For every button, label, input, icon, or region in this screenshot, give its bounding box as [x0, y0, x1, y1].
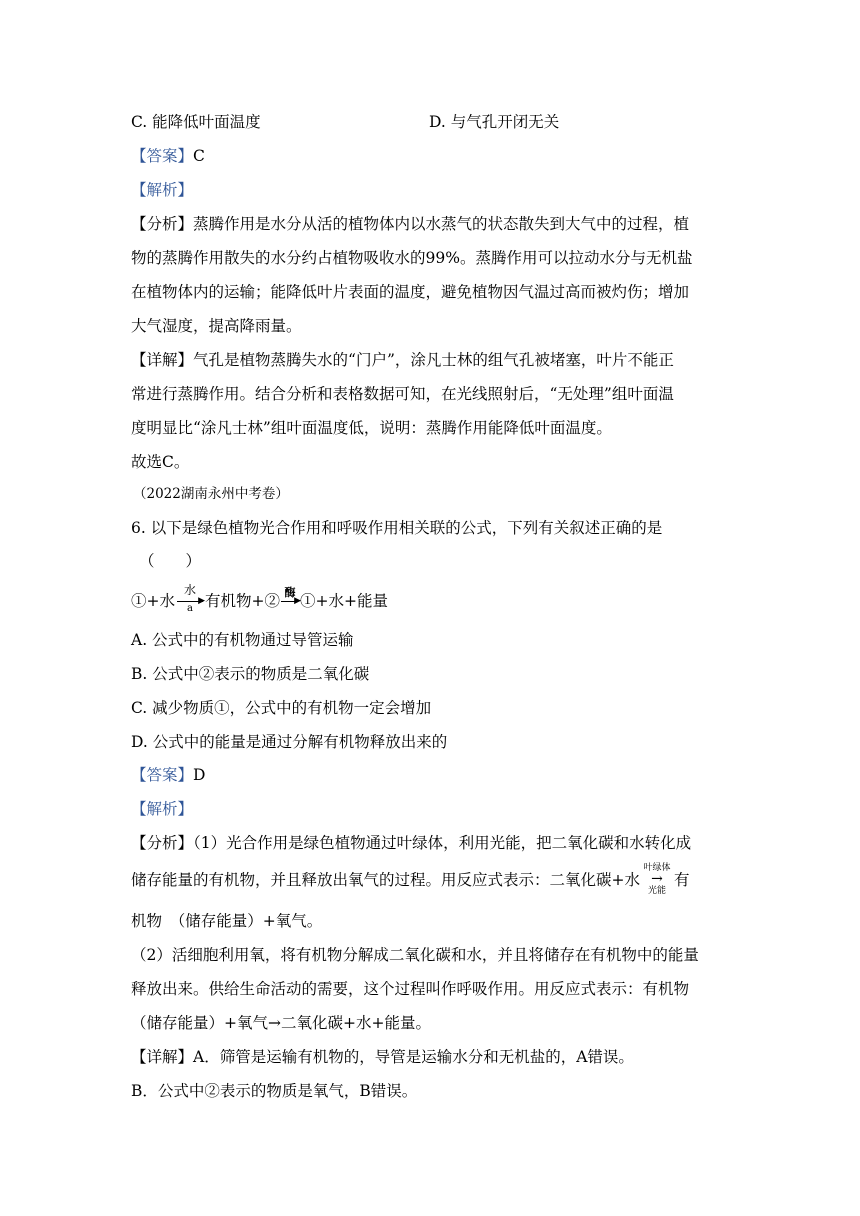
reaction-arrow-glyph: →	[651, 871, 663, 887]
analysis-label: 【解析】	[131, 181, 194, 199]
option-d: D. 公式中的能量是通过分解有机物释放出来的	[131, 733, 448, 751]
analysis-line-4: 大气湿度，提高降雨量。	[131, 317, 302, 335]
answer-paren: （ ）	[139, 552, 202, 570]
detail-text: 气孔是植物蒸腾失水的“门户”，涂凡士林的组气孔被堵塞，叶片不能正	[193, 351, 674, 369]
detail-text: A．筛管是运输有机物的，导管是运输水分和无机盐的，A错误。	[193, 1048, 634, 1066]
detail-head: 【详解】	[131, 1048, 194, 1066]
detail-b: B．公式中②表示的物质是氧气，B错误。	[131, 1082, 418, 1100]
analysis-line-3: 在植物体内的运输；能降低叶片表面的温度，避免植物因气温过高而被灼伤；增加	[131, 283, 690, 301]
analysis-1b	[131, 864, 690, 894]
reaction-formula	[131, 583, 388, 614]
option-d: D. 与气孔开闭无关	[429, 113, 560, 131]
analysis-1a	[131, 833, 691, 853]
analysis-text: 有	[674, 871, 690, 889]
analysis-2b: 释放出来。供给生命活动的需要，这个过程叫作呼吸作用。用反应式表示：有机物	[131, 980, 690, 998]
arrow-a-head: ▶	[198, 596, 205, 606]
formula-products: ①+水+能量	[300, 592, 388, 610]
analysis-1c: 机物 （储存能量）+氧气。	[131, 912, 323, 930]
analysis-text: 蒸腾作用是水分从活的植物体内以水蒸气的状态散失到大气中的过程，植	[193, 215, 690, 233]
answer-value: D	[193, 766, 206, 784]
answer-label: 【答案】	[131, 766, 194, 784]
analysis-text: （1）光合作用是绿色植物通过叶绿体，利用光能，把二氧化碳和水转化成	[193, 834, 692, 852]
answer-line	[131, 765, 205, 785]
analysis-text: 储存能量的有机物，并且释放出氧气的过程。用反应式表示：二氧化碳+水	[131, 871, 640, 889]
reaction-bottom: 光能	[647, 886, 666, 896]
arrow-a-top: 水	[183, 583, 196, 597]
source-note: （2022湖南永州中考卷）	[133, 486, 289, 502]
option-c: C. 能降低叶面温度	[131, 113, 261, 131]
conclusion: 故选C。	[131, 453, 190, 471]
detail-a	[131, 1047, 634, 1067]
question-stem: 6. 以下是绿色植物光合作用和呼吸作用相关联的公式，下列有关叙述正确的是	[131, 519, 663, 537]
formula-reactants: ①+水	[131, 592, 175, 610]
answer-line-prev	[131, 146, 205, 166]
analysis-head: 【分析】	[131, 215, 194, 233]
arrow-b-top: 酶	[284, 586, 296, 599]
option-c: C. 减少物质①，公式中的有机物一定会增加	[131, 699, 432, 717]
analysis-line-1	[131, 214, 689, 234]
analysis-2c: （储存能量）+氧气→二氧化碳+水+能量。	[131, 1014, 431, 1032]
answer-value: C	[193, 147, 205, 165]
analysis-label: 【解析】	[131, 800, 194, 818]
detail-line-1	[131, 350, 674, 370]
option-a: A. 公式中的有机物通过导管运输	[131, 631, 354, 649]
detail-line-2: 常进行蒸腾作用。结合分析和表格数据可知，在光线照射后，“无处理”组叶面温	[131, 385, 674, 403]
formula-middle: 有机物+②	[205, 592, 280, 610]
arrow-b	[280, 586, 300, 614]
arrow-a-bottom: a	[187, 603, 193, 614]
answer-label: 【答案】	[131, 147, 194, 165]
analysis-head: 【分析】	[131, 834, 194, 852]
arrow-a	[175, 583, 205, 614]
arrow-b-head: ▶	[294, 596, 301, 606]
analysis-line-2: 物的蒸腾作用散失的水分约占植物吸收水的99%。蒸腾作用可以拉动水分与无机盐	[131, 249, 693, 267]
detail-head: 【详解】	[131, 351, 194, 369]
analysis-2a: （2）活细胞利用氧，将有机物分解成二氧化碳和水，并且将储存在有机物中的能量	[131, 946, 699, 964]
reaction-top: 叶绿体	[643, 863, 671, 873]
reaction-arrow	[640, 865, 674, 895]
option-b: B. 公式中②表示的物质是二氧化碳	[131, 665, 370, 683]
detail-line-3: 度明显比“涂凡士林”组叶面温度低，说明：蒸腾作用能降低叶面温度。	[131, 419, 612, 437]
